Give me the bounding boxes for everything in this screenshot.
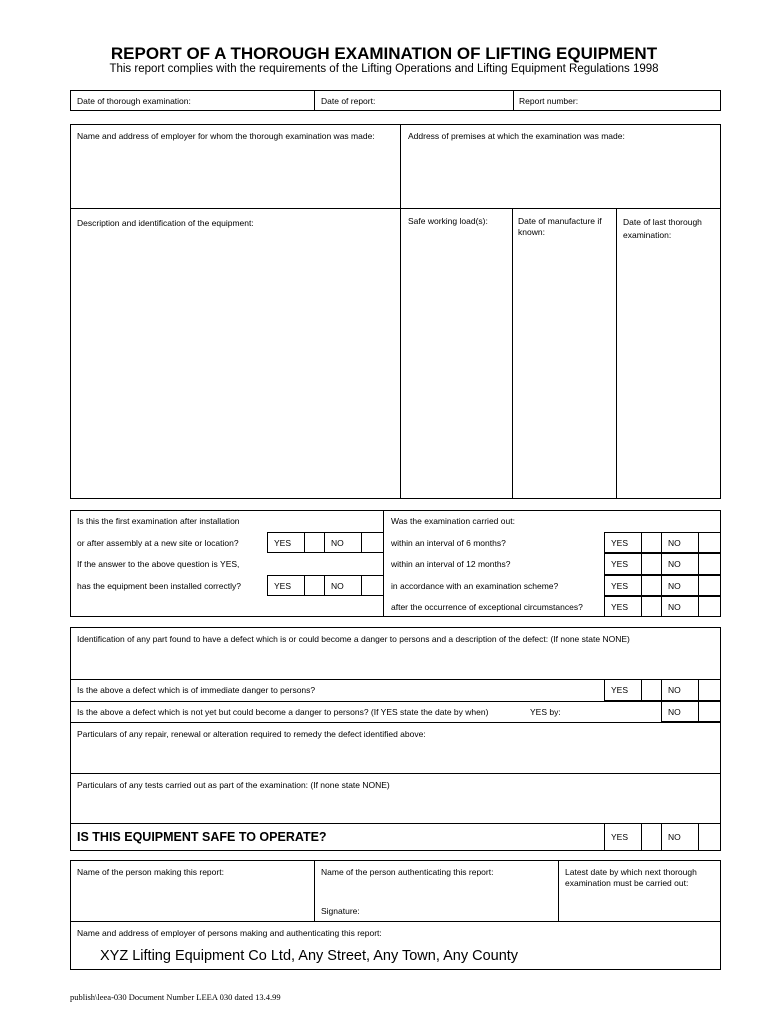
divider: [314, 90, 315, 111]
employer-equipment-section: [70, 124, 721, 499]
immediate-no-checkbox[interactable]: [698, 679, 721, 701]
safe-yes-label: YES: [604, 823, 642, 851]
divider: [70, 722, 721, 723]
divider: [616, 208, 617, 499]
next-examination-date-field[interactable]: Latest date by which next thorough examination must be carried out:: [565, 867, 697, 888]
first-exam-no-checkbox[interactable]: [361, 532, 384, 553]
signature-field[interactable]: Signature:: [321, 906, 360, 916]
first-exam-yes-label: YES: [267, 532, 305, 553]
exceptional-no-label: NO: [661, 596, 699, 617]
scheme-yes-label: YES: [604, 575, 642, 596]
person-authenticating-field[interactable]: Name of the person authenticating this report:: [321, 867, 494, 877]
document-footer: publish\leea-030 Document Number LEEA 030 dated 13.4.99: [70, 992, 281, 1002]
equipment-description-field[interactable]: Description and identification of the equipment:: [77, 218, 254, 228]
tests-particulars-field[interactable]: Particulars of any tests carried out as part of the examination: (If none state NONE): [77, 780, 390, 790]
date-of-manufacture-field[interactable]: Date of manufacture if known:: [518, 216, 602, 237]
interval-6-no-label: NO: [661, 532, 699, 553]
installed-correctly-question: If the answer to the above question is YES,: [77, 559, 240, 569]
interval-6-yes-checkbox[interactable]: [641, 532, 662, 553]
immediate-yes-label: YES: [604, 679, 642, 701]
yes-by-date-field[interactable]: [567, 701, 662, 722]
immediate-danger-question: Is the above a defect which is of immediate danger to persons?: [77, 685, 316, 695]
interval-6-no-checkbox[interactable]: [698, 532, 721, 553]
divider: [513, 90, 514, 111]
exceptional-yes-label: YES: [604, 596, 642, 617]
defect-identification-field[interactable]: Identification of any part found to have a defect which is or could become a danger to persons and a description of the defect: (If none state NONE): [77, 634, 630, 644]
safe-working-load-field[interactable]: Safe working load(s):: [408, 216, 488, 226]
scheme-no-label: NO: [661, 575, 699, 596]
interval-12-yes-checkbox[interactable]: [641, 553, 662, 575]
future-danger-question: Is the above a defect which is not yet but could become a danger to persons? (If YES state the date by when): [77, 707, 489, 717]
person-making-report-field[interactable]: Name of the person making this report:: [77, 867, 224, 877]
interval-6-yes-label: YES: [604, 532, 642, 553]
installed-correctly-question-cont: has the equipment been installed correctly?: [77, 581, 241, 591]
interval-6-months: within an interval of 6 months?: [391, 538, 506, 548]
installed-no-checkbox[interactable]: [361, 575, 384, 596]
divider: [70, 921, 721, 922]
date-of-report-field[interactable]: Date of report:: [321, 96, 376, 106]
safe-no-checkbox[interactable]: [698, 823, 721, 851]
divider: [558, 860, 559, 922]
divider: [70, 773, 721, 774]
divider: [400, 124, 401, 499]
employer-name-address-field[interactable]: Name and address of employer for whom the thorough examination was made:: [77, 131, 375, 141]
first-exam-no-label: NO: [324, 532, 362, 553]
repair-particulars-field[interactable]: Particulars of any repair, renewal or alteration required to remedy the defect identified above:: [77, 729, 426, 739]
premises-address-field[interactable]: Address of premises at which the examination was made:: [408, 131, 625, 141]
installed-no-label: NO: [324, 575, 362, 596]
exceptional-yes-checkbox[interactable]: [641, 596, 662, 617]
safe-no-label: NO: [661, 823, 699, 851]
yes-by-label: YES by:: [530, 707, 561, 717]
employer-of-persons-field[interactable]: Name and address of employer of persons making and authenticating this report:: [77, 928, 382, 938]
scheme-no-checkbox[interactable]: [698, 575, 721, 596]
date-of-examination-field[interactable]: Date of thorough examination:: [77, 96, 191, 106]
divider: [70, 208, 721, 209]
report-subtitle: This report complies with the requirements of the Lifting Operations and Lifting Equipment Regulations 1998: [109, 63, 659, 75]
interval-12-no-label: NO: [661, 553, 699, 575]
first-exam-question-cont: or after assembly at a new site or location?: [77, 538, 239, 548]
interval-12-yes-label: YES: [604, 553, 642, 575]
interval-12-months: within an interval of 12 months?: [391, 559, 511, 569]
scheme-yes-checkbox[interactable]: [641, 575, 662, 596]
report-title: REPORT OF A THOROUGH EXAMINATION OF LIFTING EQUIPMENT: [110, 44, 658, 63]
safe-to-operate-question: IS THIS EQUIPMENT SAFE TO OPERATE?: [77, 830, 327, 844]
date-of-last-examination-field[interactable]: Date of last thorough examination:: [623, 217, 702, 240]
examination-scheme: in accordance with an examination scheme?: [391, 581, 559, 591]
examination-interval-heading: Was the examination carried out:: [391, 516, 515, 526]
exceptional-circumstances: after the occurrence of exceptional circumstances?: [391, 602, 583, 612]
future-no-checkbox[interactable]: [698, 701, 721, 722]
immediate-no-label: NO: [661, 679, 699, 701]
report-number-field[interactable]: Report number:: [519, 96, 579, 106]
installed-yes-label: YES: [267, 575, 305, 596]
future-no-label: NO: [661, 701, 699, 722]
interval-12-no-checkbox[interactable]: [698, 553, 721, 575]
exceptional-no-checkbox[interactable]: [698, 596, 721, 617]
installed-yes-checkbox[interactable]: [304, 575, 325, 596]
safe-yes-checkbox[interactable]: [641, 823, 662, 851]
divider: [512, 208, 513, 499]
divider: [314, 860, 315, 922]
first-exam-question: Is this the first examination after installation: [77, 516, 240, 526]
immediate-yes-checkbox[interactable]: [641, 679, 662, 701]
company-name-address: XYZ Lifting Equipment Co Ltd, Any Street, Any Town, Any County: [100, 948, 519, 964]
first-exam-yes-checkbox[interactable]: [304, 532, 325, 553]
